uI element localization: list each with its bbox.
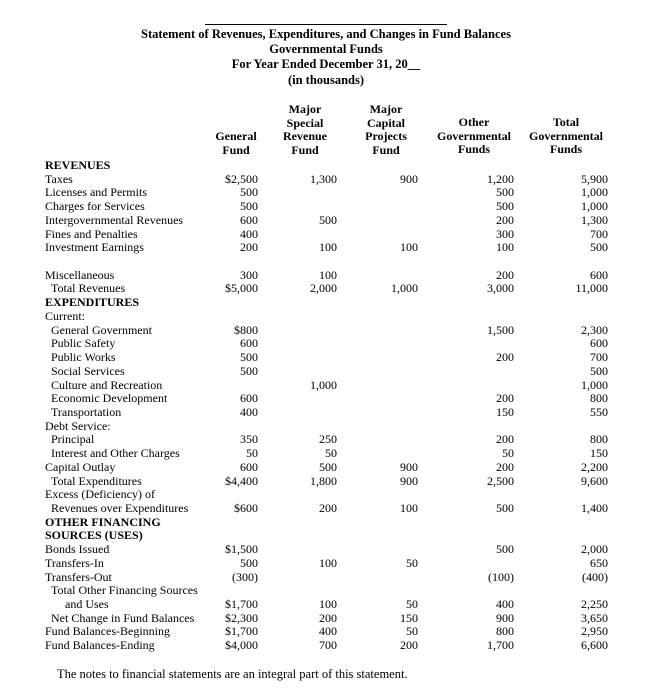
cell-value: 100 xyxy=(319,267,337,282)
cell-value: 11,000 xyxy=(575,281,608,296)
table-row xyxy=(0,611,652,625)
cell-value: 6,600 xyxy=(581,638,608,653)
cell-value: 50 xyxy=(246,446,258,461)
row-label: Excess (Deficiency) of xyxy=(45,487,155,502)
row-label: Licenses and Permits xyxy=(45,185,147,200)
cell-value: 50 xyxy=(406,597,418,612)
cell-value: 500 xyxy=(496,199,514,214)
cell-value: 400 xyxy=(319,624,337,639)
cell-value: 2,500 xyxy=(487,473,514,488)
col-header-line: Fund xyxy=(291,142,319,157)
table-row xyxy=(0,528,652,542)
cell-value: 2,300 xyxy=(581,322,608,337)
table-row xyxy=(0,309,652,323)
cell-value: $4,400 xyxy=(225,473,258,488)
table-row xyxy=(0,227,652,241)
cell-value: 800 xyxy=(496,624,514,639)
cell-value: 250 xyxy=(319,432,337,447)
cell-value: 150 xyxy=(590,446,608,461)
col-header-line: Major xyxy=(369,102,403,116)
cell-value: 50 xyxy=(406,555,418,570)
cell-value: $1,500 xyxy=(225,542,258,557)
row-label: Transportation xyxy=(51,404,122,419)
col-header-line: Fund xyxy=(372,142,400,157)
cell-value: 200 xyxy=(496,459,514,474)
cell-value: 600 xyxy=(240,391,258,406)
cell-value: 700 xyxy=(319,638,337,653)
table-row xyxy=(0,460,652,474)
col-header-line: Projects xyxy=(365,129,407,144)
cell-value: 900 xyxy=(496,610,514,625)
table-row xyxy=(0,432,652,446)
cell-value: 300 xyxy=(496,226,514,241)
row-label: Transfers-In xyxy=(45,555,104,570)
row-label: Fund Balances-Ending xyxy=(45,638,155,653)
cell-value: 500 xyxy=(496,542,514,557)
cell-value: 500 xyxy=(319,212,337,227)
cell-value: 1,300 xyxy=(581,212,608,227)
col-header-line: Capital xyxy=(366,115,405,130)
cell-value: 500 xyxy=(319,459,337,474)
table-row xyxy=(0,583,652,597)
table-row xyxy=(0,364,652,378)
cell-value: $1,700 xyxy=(225,624,258,639)
cell-value: 1,000 xyxy=(391,281,418,296)
row-label: Interest and Other Charges xyxy=(51,446,180,461)
row-label: Social Services xyxy=(51,363,125,378)
cell-value: 500 xyxy=(496,501,514,515)
row-label: Fines and Penalties xyxy=(45,226,138,241)
table-row xyxy=(0,570,652,584)
table-row xyxy=(0,172,652,186)
cell-value: 100 xyxy=(319,597,337,612)
row-label: Principal xyxy=(51,432,95,447)
cell-value: 300 xyxy=(240,267,258,282)
cell-value: 500 xyxy=(496,185,514,200)
row-label: Fund Balances-Beginning xyxy=(45,624,170,639)
table-row xyxy=(0,378,652,392)
cell-value: 600 xyxy=(240,459,258,474)
cell-value: 400 xyxy=(240,404,258,419)
cell-value: 900 xyxy=(400,473,418,488)
cell-value: 1,500 xyxy=(487,322,514,337)
row-label: Economic Development xyxy=(51,391,168,406)
col-header-total-governmental xyxy=(520,116,612,157)
footnote: The notes to financial statements are an integral part of this statement. xyxy=(57,667,408,681)
cell-value: 100 xyxy=(400,240,418,255)
cell-value: 100 xyxy=(319,240,337,255)
col-header-line: Other xyxy=(458,115,490,129)
cell-value: 400 xyxy=(240,226,258,241)
row-label: SOURCES (USES) xyxy=(45,528,143,543)
cell-value: 500 xyxy=(590,240,608,255)
table-row xyxy=(0,542,652,556)
col-header-other-governmental xyxy=(428,116,520,157)
cell-value: 200 xyxy=(240,240,258,255)
table-row xyxy=(0,199,652,213)
row-label: Revenues over Expenditures xyxy=(51,501,189,515)
cell-value: 700 xyxy=(590,350,608,365)
cell-value: 100 xyxy=(496,240,514,255)
cell-value: $600 xyxy=(234,501,258,515)
cell-value: 600 xyxy=(590,267,608,282)
col-header-line: Funds xyxy=(549,142,583,157)
col-header-line: General xyxy=(215,129,257,143)
table-row xyxy=(0,240,652,254)
cell-value: 600 xyxy=(240,336,258,351)
col-header-line: Revenue xyxy=(283,129,327,144)
table-row xyxy=(0,419,652,433)
cell-value: 700 xyxy=(590,226,608,241)
cell-value: 500 xyxy=(240,363,258,378)
row-label: Charges for Services xyxy=(45,199,145,214)
cell-value: $2,500 xyxy=(225,171,258,186)
cell-value: 1,700 xyxy=(487,638,514,653)
row-label: OTHER FINANCING xyxy=(45,514,161,529)
cell-value: 200 xyxy=(496,350,514,365)
row-label: Taxes xyxy=(45,171,73,186)
cell-value: 800 xyxy=(590,391,608,406)
row-label: Transfers-Out xyxy=(45,569,112,584)
cell-value: 500 xyxy=(590,363,608,378)
table-row xyxy=(0,336,652,350)
col-header-line: Major xyxy=(288,102,322,116)
cell-value: 1,400 xyxy=(581,501,608,515)
row-label: EXPENDITURES xyxy=(45,295,140,310)
cell-value: $2,300 xyxy=(225,610,258,625)
cell-value: 2,250 xyxy=(581,597,608,612)
cell-value: $4,000 xyxy=(225,638,258,653)
col-header-special-revenue xyxy=(269,103,341,157)
col-header-line: Total xyxy=(552,115,580,129)
col-header-capital-projects xyxy=(350,103,422,157)
table-row xyxy=(0,158,652,172)
cell-value: 1,200 xyxy=(487,171,514,186)
statement-period: For Year Ended December 31, 20__ xyxy=(231,57,421,71)
cell-value: 2,950 xyxy=(581,624,608,639)
statement-subtitle: Governmental Funds xyxy=(269,42,383,56)
cell-value: 200 xyxy=(319,610,337,625)
row-label: Total Revenues xyxy=(51,281,126,296)
cell-value: (100) xyxy=(488,569,514,584)
table-row xyxy=(0,213,652,227)
cell-value: 600 xyxy=(590,336,608,351)
cell-value: 2,000 xyxy=(310,281,337,296)
row-label: Public Safety xyxy=(51,336,116,351)
cell-value: 50 xyxy=(502,446,514,461)
cell-value: $800 xyxy=(234,322,258,337)
row-label: and Uses xyxy=(65,597,109,612)
table-row xyxy=(0,638,652,652)
row-label: Capital Outlay xyxy=(45,459,116,474)
cell-value: 1,000 xyxy=(310,377,337,392)
row-label: Public Works xyxy=(51,350,116,365)
cell-value: 50 xyxy=(406,624,418,639)
cell-value: 1,000 xyxy=(581,199,608,214)
table-row xyxy=(0,597,652,611)
row-label: Current: xyxy=(45,308,85,323)
col-header-line: Governmental xyxy=(529,128,603,143)
row-label: Intergovernmental Revenues xyxy=(45,212,184,227)
cell-value: 500 xyxy=(240,350,258,365)
cell-value: 1,800 xyxy=(310,473,337,488)
cell-value: 3,000 xyxy=(487,281,514,296)
cell-value: 1,000 xyxy=(581,185,608,200)
cell-value: 150 xyxy=(400,610,418,625)
col-header-line: Governmental xyxy=(437,128,511,143)
cell-value: 350 xyxy=(240,432,258,447)
cell-value: 9,600 xyxy=(581,473,608,488)
table-row xyxy=(0,281,652,295)
cell-value: 550 xyxy=(590,404,608,419)
cell-value: 100 xyxy=(319,555,337,570)
cell-value: 800 xyxy=(590,432,608,447)
title-rule xyxy=(205,24,447,25)
cell-value: (400) xyxy=(582,569,608,584)
cell-value: 200 xyxy=(496,391,514,406)
table-row xyxy=(0,268,652,282)
row-label: Net Change in Fund Balances xyxy=(51,610,195,625)
cell-value: 200 xyxy=(496,267,514,282)
cell-value: 500 xyxy=(240,555,258,570)
row-label: Total Other Financing Sources xyxy=(51,583,198,598)
row-label: Investment Earnings xyxy=(45,240,144,255)
table-row xyxy=(0,474,652,488)
cell-value: 200 xyxy=(319,501,337,515)
table-row xyxy=(0,405,652,419)
cell-value: 200 xyxy=(496,212,514,227)
row-label: Debt Service: xyxy=(45,418,111,433)
table-row xyxy=(0,487,652,501)
table-row xyxy=(0,446,652,460)
cell-value: 1,300 xyxy=(310,171,337,186)
col-header-general-fund xyxy=(200,130,272,157)
cell-value: 600 xyxy=(240,212,258,227)
statement-title: Statement of Revenues, Expenditures, and Changes in Fund Balances xyxy=(141,27,511,41)
cell-value: 900 xyxy=(400,171,418,186)
table-row xyxy=(0,624,652,638)
cell-value: 5,900 xyxy=(581,171,608,186)
table-row xyxy=(0,254,652,268)
cell-value: 1,000 xyxy=(581,377,608,392)
cell-value: $5,000 xyxy=(225,281,258,296)
row-label: Culture and Recreation xyxy=(51,377,163,392)
cell-value: 200 xyxy=(496,432,514,447)
table-row xyxy=(0,501,652,515)
cell-value: 150 xyxy=(496,404,514,419)
cell-value: 500 xyxy=(240,185,258,200)
cell-value: $1,700 xyxy=(225,597,258,612)
table-row xyxy=(0,350,652,364)
cell-value: 3,650 xyxy=(581,610,608,625)
row-label: Total Expenditures xyxy=(51,473,142,488)
cell-value: 650 xyxy=(590,555,608,570)
table-row xyxy=(0,515,652,529)
cell-value: 2,200 xyxy=(581,459,608,474)
cell-value: 200 xyxy=(400,638,418,653)
table-row xyxy=(0,295,652,309)
cell-value: 900 xyxy=(400,459,418,474)
col-header-line: Funds xyxy=(457,142,491,157)
cell-value: 500 xyxy=(240,199,258,214)
col-header-line: Special xyxy=(286,115,324,130)
cell-value: 2,000 xyxy=(581,542,608,557)
row-label: Miscellaneous xyxy=(45,267,115,282)
statement-units: (in thousands) xyxy=(287,73,365,87)
cell-value: 400 xyxy=(496,597,514,612)
cell-value: (300) xyxy=(232,569,258,584)
row-label: REVENUES xyxy=(45,158,111,172)
col-header-line: Fund xyxy=(222,142,250,157)
row-label: Bonds Issued xyxy=(45,542,110,557)
table-row xyxy=(0,391,652,405)
table-row xyxy=(0,323,652,337)
cell-value: 50 xyxy=(325,446,337,461)
table-row xyxy=(0,556,652,570)
row-label: General Government xyxy=(51,322,152,337)
cell-value: 100 xyxy=(400,501,418,515)
table-row xyxy=(0,185,652,199)
